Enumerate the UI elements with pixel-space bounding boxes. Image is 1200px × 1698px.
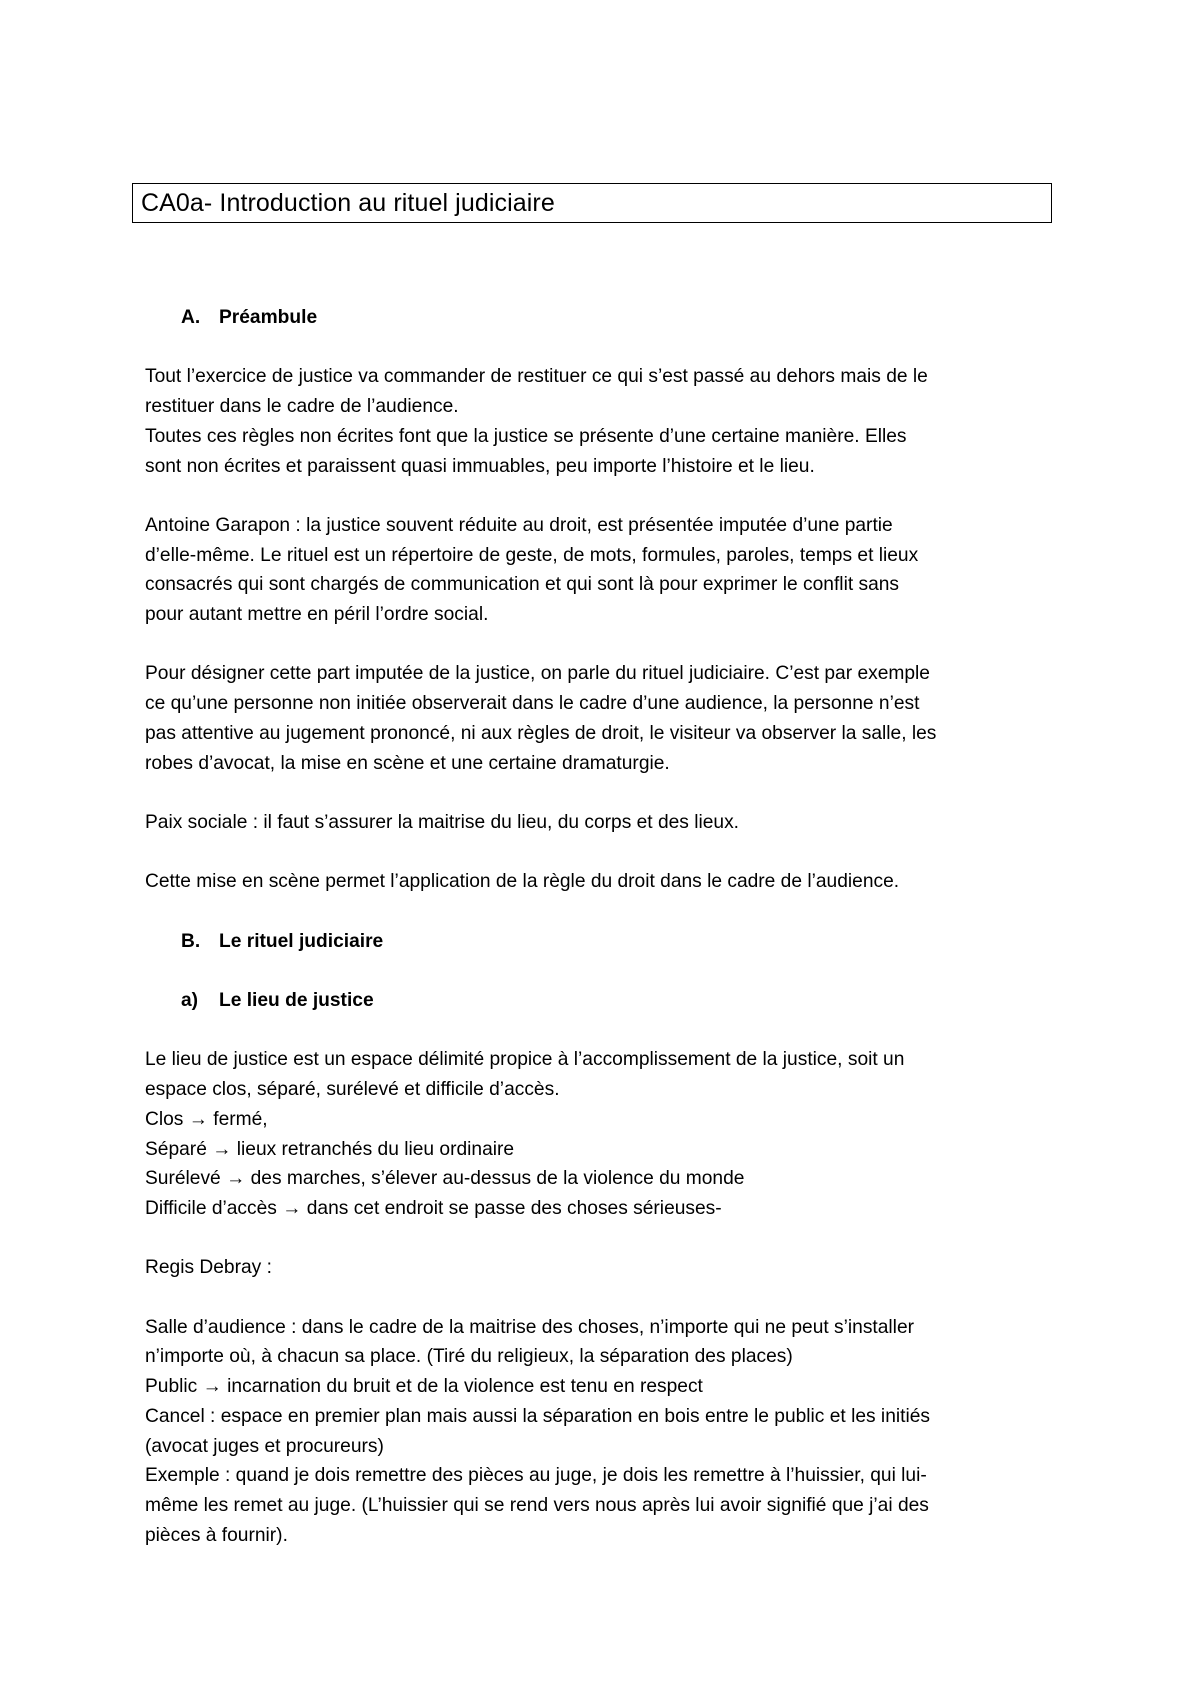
- section-a-marker: A.: [181, 307, 201, 328]
- lieu-salle-line1: Salle d’audience : dans le cadre de la maitrise des choses, n’importe qui ne peut s’installer: [145, 1316, 914, 1338]
- preambule-p3-line4: pour autant mettre en péril l’ordre social.: [145, 604, 489, 625]
- lieu-salle-line2: n’importe où, à chacun sa place. (Tiré du religieux, la séparation des places): [145, 1346, 793, 1368]
- right-arrow-icon: →: [212, 1138, 232, 1160]
- right-arrow-icon: →: [282, 1197, 302, 1219]
- lieu-exemple-line3: pièces à fournir).: [145, 1524, 288, 1546]
- section-b-title: Le rituel judiciaire: [219, 930, 384, 952]
- section-a-title: Préambule: [219, 307, 318, 328]
- preambule-p5: Paix sociale : il faut s’assurer la maitrise du lieu, du corps et des lieux.: [145, 811, 740, 833]
- lieu-separe-line: [145, 1135, 1065, 1165]
- preambule-p2-line1: Toutes ces règles non écrites font que la justice se présente d’une certaine manière. Elles: [145, 425, 907, 447]
- preambule-p4-line1: Pour désigner cette part imputée de la justice, on parle du rituel judiciaire. C’est par exemple: [145, 663, 930, 685]
- lieu-difficile-line: [145, 1194, 1065, 1224]
- lieu-exemple-line1: Exemple : quand je dois remettre des pièces au juge, je dois les remettre à l’huissier, qui lui-: [145, 1465, 927, 1487]
- lieu-separe-label: Séparé: [145, 1138, 207, 1160]
- lieu-sureleve-text: des marches, s’élever au-dessus de la violence du monde: [250, 1168, 745, 1190]
- preambule-p4-line2: ce qu’une personne non initiée observerait dans le cadre d’une audience, la personne n’est: [145, 693, 920, 715]
- lieu-cancel-line2: (avocat juges et procureurs): [145, 1435, 384, 1457]
- lieu-debray: Regis Debray :: [145, 1257, 272, 1279]
- right-arrow-icon: →: [226, 1168, 246, 1190]
- section-b-marker: B.: [181, 930, 201, 952]
- lieu-clos-label: Clos: [145, 1108, 184, 1130]
- lieu-exemple-line2: même les remet au juge. (L’huissier qui se rend vers nous après lui avoir signifié que j’ai des: [145, 1494, 929, 1516]
- lieu-sureleve-label: Surélevé: [145, 1168, 221, 1190]
- preambule-p3-line2: d’elle-même. Le rituel est un répertoire de geste, de mots, formules, paroles, temps et lieux: [145, 544, 919, 566]
- subsection-a-heading: [145, 986, 1065, 1016]
- lieu-clos-text: fermé,: [213, 1108, 268, 1130]
- lieu-difficile-label: Difficile d’accès: [145, 1197, 277, 1219]
- subsection-a-title: Le lieu de justice: [219, 990, 374, 1012]
- preambule-p1-line2: restituer dans le cadre de l’audience.: [145, 396, 459, 418]
- lieu-sureleve-line: [145, 1164, 1065, 1194]
- preambule-p4-line4: robes d’avocat, la mise en scène et une certaine dramaturgie.: [145, 752, 670, 774]
- lieu-p1-line1: Le lieu de justice est un espace délimité propice à l’accomplissement de la justice, soit un: [145, 1049, 905, 1071]
- lieu-separe-text: lieux retranchés du lieu ordinaire: [236, 1138, 515, 1160]
- lieu-clos-line: [145, 1105, 1065, 1135]
- section-b-heading: [145, 927, 1065, 957]
- lieu-difficile-text: dans cet endroit se passe des choses sérieuses-: [306, 1197, 722, 1219]
- preambule-p4-line3: pas attentive au jugement prononcé, ni aux règles de droit, le visiteur va observer la salle, les: [145, 722, 937, 744]
- lieu-public-line: [145, 1372, 1065, 1402]
- document-body: [145, 303, 1065, 1550]
- preambule-p2-line2: sont non écrites et paraissent quasi immuables, peu importe l’histoire et le lieu.: [145, 455, 815, 477]
- document-title-text: CA0a- Introduction au rituel judiciaire: [141, 188, 555, 217]
- lieu-public-label: Public: [145, 1376, 198, 1398]
- lieu-public-text: incarnation du bruit et de la violence est tenu en respect: [227, 1376, 703, 1398]
- lieu-cancel-line1: Cancel : espace en premier plan mais aussi la séparation en bois entre le public et les initiés: [145, 1405, 930, 1427]
- section-a-heading: [145, 303, 1065, 333]
- right-arrow-icon: →: [188, 1108, 208, 1130]
- right-arrow-icon: →: [202, 1376, 222, 1398]
- preambule-p3-line1: Antoine Garapon : la justice souvent réduite au droit, est présentée imputée d’une partie: [145, 514, 893, 536]
- subsection-a-marker: a): [181, 990, 199, 1012]
- document-title: [132, 183, 1052, 223]
- preambule-p6: Cette mise en scène permet l’application de la règle du droit dans le cadre de l’audience.: [145, 871, 900, 893]
- lieu-p1-line2: espace clos, séparé, surélevé et difficile d’accès.: [145, 1079, 560, 1101]
- preambule-p1-line1: Tout l’exercice de justice va commander de restituer ce qui s’est passé au dehors mais de le: [145, 366, 928, 388]
- preambule-p3-line3: consacrés qui sont chargés de communication et qui sont là pour exprimer le conflit sans: [145, 574, 900, 596]
